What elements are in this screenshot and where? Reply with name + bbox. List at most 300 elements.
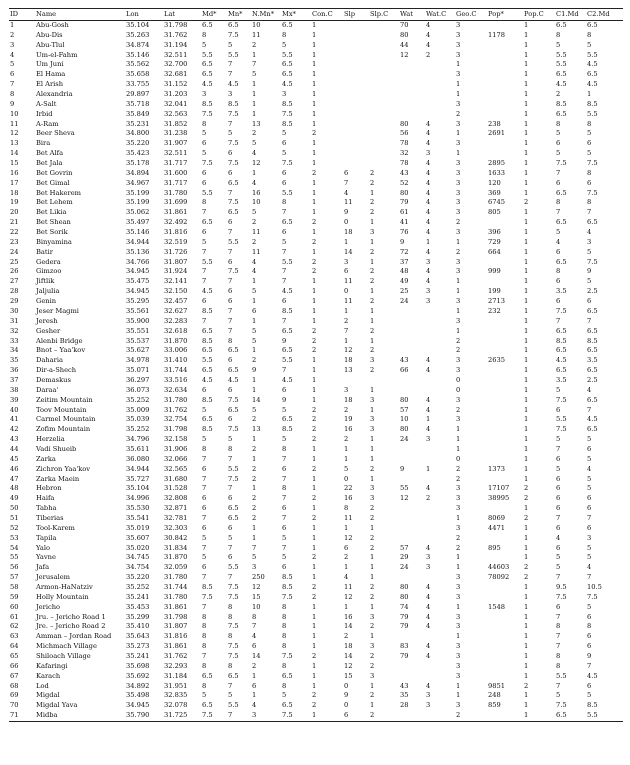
table-cell <box>425 455 455 465</box>
table-cell: 1 <box>524 119 529 128</box>
table-cell: 80 <box>400 425 409 434</box>
table-cell: 8.5 <box>282 425 293 434</box>
table-cell: 6.5 <box>202 70 213 79</box>
table-cell: Um Juni <box>36 60 64 69</box>
table-cell: 57 <box>10 573 19 582</box>
table-cell: 52 <box>10 523 19 532</box>
table-cell: 7 <box>282 267 287 276</box>
table-cell <box>487 652 523 662</box>
table-cell: 6.5 <box>228 178 239 187</box>
table-cell: 1 <box>10 21 15 29</box>
table-cell: 6 <box>587 523 592 532</box>
table-cell: 4 <box>426 681 431 690</box>
table-cell: 35.453 <box>126 602 150 611</box>
table-cell: 7 <box>202 316 207 325</box>
table-cell: Migdal <box>36 691 60 700</box>
table-cell: 1 <box>312 90 317 99</box>
table-cell <box>487 139 523 149</box>
table-cell: 7 <box>282 474 287 483</box>
table-cell: 31.762 <box>164 652 188 660</box>
table-cell <box>487 317 523 327</box>
table-cell: 35 <box>400 691 409 700</box>
table-cell <box>487 21 523 31</box>
table-cell: 3.5 <box>587 356 598 365</box>
table-cell: 7 <box>202 484 207 493</box>
table-cell: 8 <box>556 30 561 39</box>
table-cell: 35.252 <box>126 395 150 404</box>
table-cell: 4.5 <box>556 80 567 89</box>
table-cell: 1 <box>370 188 375 197</box>
table-cell: 7 <box>587 208 592 217</box>
table-cell <box>487 41 523 51</box>
table-cell: 2 <box>455 711 487 721</box>
table-cell <box>399 70 425 80</box>
table-row <box>9 169 623 179</box>
table-cell: 3 <box>456 188 461 197</box>
table-cell: 31.762 <box>164 30 188 39</box>
table-cell: 6 <box>556 405 561 414</box>
table-cell: 3 <box>456 582 461 591</box>
table-cell: 7 <box>202 208 207 217</box>
table-cell: 3 <box>456 395 461 404</box>
table-cell: 6.5 <box>556 21 567 29</box>
table-cell: 1 <box>524 425 529 434</box>
table-cell: 5 <box>252 287 257 296</box>
table-cell: 1 <box>370 405 375 414</box>
table-cell: 13 <box>252 119 261 128</box>
table-cell: 26 <box>10 267 19 276</box>
table-cell: 4 <box>426 543 431 552</box>
table-cell: 9 <box>400 464 405 473</box>
table-row <box>9 484 623 494</box>
table-cell: 6.5 <box>587 21 598 29</box>
table-cell: 5 <box>252 139 257 148</box>
table-cell: 6 <box>556 247 561 256</box>
table-cell: 2 <box>252 494 257 503</box>
table-cell: 43 <box>400 356 409 365</box>
table-cell: 4 <box>426 247 431 256</box>
table-row <box>9 179 623 189</box>
table-cell: 1 <box>524 533 529 542</box>
table-cell: 4 <box>252 632 257 641</box>
table-cell: 35.231 <box>126 119 150 128</box>
table-cell: 1 <box>370 602 375 611</box>
table-cell: 7 <box>202 573 207 582</box>
table-cell: 61 <box>400 208 409 217</box>
table-cell: 35.475 <box>126 277 150 286</box>
table-cell: 31.726 <box>164 247 188 256</box>
table-cell: 1 <box>252 523 257 532</box>
table-cell: 14 <box>10 149 19 158</box>
table-cell: 1 <box>252 533 257 542</box>
table-cell: 32.563 <box>164 109 188 118</box>
table-cell: 56 <box>400 129 409 138</box>
table-cell: 2 <box>312 592 317 601</box>
table-cell: 6.5 <box>228 346 239 355</box>
table-cell: 31.798 <box>164 612 188 621</box>
table-cell: 2 <box>556 90 561 99</box>
table-cell <box>487 70 523 80</box>
table-row <box>9 386 623 396</box>
table-cell: 11 <box>252 30 261 39</box>
table-cell: 5 <box>587 40 592 49</box>
table-cell: 6.5 <box>282 21 293 29</box>
table-cell: 18 <box>344 356 353 365</box>
table-cell: 61 <box>10 612 19 621</box>
table-cell: 31.203 <box>164 90 188 99</box>
table-cell <box>425 386 455 396</box>
table-cell: 3 <box>370 228 375 237</box>
table-cell: Jeser Magmi <box>36 306 79 315</box>
table-cell: 1 <box>456 513 461 522</box>
table-cell: 1 <box>524 306 529 315</box>
table-cell: 2 <box>312 267 317 276</box>
table-cell: 35.009 <box>126 405 150 414</box>
table-cell: 5.5 <box>587 109 598 118</box>
table-cell: 8 <box>282 612 287 621</box>
table-cell: 45 <box>10 454 19 463</box>
table-cell: Daraa' <box>36 385 59 394</box>
table-cell <box>369 159 399 169</box>
table-cell: 3 <box>370 395 375 404</box>
table-cell <box>487 258 523 268</box>
table-cell: 7 <box>556 444 561 453</box>
table-cell: 1 <box>370 553 375 562</box>
table-cell: 6.5 <box>228 405 239 414</box>
table-cell: 6.5 <box>228 366 239 375</box>
table-cell: 54 <box>10 543 19 552</box>
table-row <box>9 425 623 435</box>
table-cell: Abu-Dis <box>36 30 63 39</box>
table-cell: 5 <box>587 454 592 463</box>
table-cell: 4 <box>426 218 431 227</box>
table-cell: 1 <box>524 661 529 670</box>
table-cell: 2 <box>370 277 375 286</box>
table-cell: 4.5 <box>228 375 239 384</box>
table-cell <box>343 51 369 61</box>
table-cell <box>487 366 523 376</box>
table-cell: 2 <box>312 405 317 414</box>
table-cell: 1 <box>370 454 375 463</box>
table-cell: 6 <box>228 257 233 266</box>
table-cell: 78 <box>400 159 409 168</box>
table-cell: 31.780 <box>164 188 188 197</box>
table-cell: 16 <box>344 612 353 621</box>
table-cell: 0 <box>456 385 461 394</box>
table-cell: 6 <box>587 178 592 187</box>
table-cell: 6 <box>228 385 233 394</box>
table-cell: 35.562 <box>126 60 150 69</box>
table-cell: Bet Gimal <box>36 178 70 187</box>
table-cell <box>343 21 369 31</box>
table-cell: 6 <box>228 523 233 532</box>
table-cell <box>487 504 523 514</box>
table-cell <box>425 632 455 642</box>
table-cell: 34.945 <box>126 701 150 710</box>
table-cell: 4 <box>426 21 431 29</box>
table-cell: Jiftlik <box>36 277 55 286</box>
table-cell: 6 <box>556 474 561 483</box>
table-cell: 6 <box>556 523 561 532</box>
table-cell: Alexandria <box>36 90 73 99</box>
table-cell: 32.700 <box>164 60 188 69</box>
table-cell: 4 <box>10 50 15 59</box>
table-cell: 31.780 <box>164 592 188 601</box>
table-cell: 6.5 <box>587 70 598 79</box>
table-cell: 4 <box>252 267 257 276</box>
table-cell: 2 <box>344 405 349 414</box>
table-cell: 43 <box>400 168 409 177</box>
table-cell: 1 <box>312 40 317 49</box>
table-cell: 1 <box>524 326 529 335</box>
table-cell: 6.5 <box>202 21 213 29</box>
table-row <box>9 307 623 317</box>
table-cell: 6 <box>202 494 207 503</box>
table-cell: 3 <box>10 40 15 49</box>
table-cell: 1 <box>344 444 349 453</box>
table-cell: 5 <box>556 228 561 237</box>
table-cell: 8.5 <box>202 582 213 591</box>
table-cell: 7 <box>587 661 592 670</box>
table-cell <box>369 139 399 149</box>
table-row <box>9 534 623 544</box>
table-cell: 3 <box>456 198 461 207</box>
table-cell: 3 <box>456 228 461 237</box>
table-cell: 32.618 <box>164 326 188 335</box>
table-cell: 6 <box>228 494 233 503</box>
table-cell: 1 <box>312 228 317 237</box>
table-cell: 7 <box>228 681 233 690</box>
table-cell: 5 <box>202 691 207 700</box>
table-cell: 31.717 <box>164 159 188 168</box>
table-cell: 7 <box>228 188 233 197</box>
table-row <box>9 603 623 613</box>
table-cell: 6 <box>202 297 207 306</box>
table-cell: 3 <box>456 652 461 660</box>
table-cell: 6 <box>556 543 561 552</box>
table-cell: 4 <box>426 582 431 591</box>
table-cell: 1 <box>312 444 317 453</box>
table-cell: 5 <box>587 543 592 552</box>
table-cell: 1 <box>524 178 529 187</box>
table-cell: 1 <box>524 454 529 463</box>
table-row <box>9 267 623 277</box>
table-cell: 2 <box>370 533 375 542</box>
table-cell: Michmach Village <box>36 642 97 651</box>
table-cell: 63 <box>10 632 19 641</box>
table-cell <box>425 504 455 514</box>
table-cell: 1 <box>312 178 317 187</box>
table-cell: 2 <box>370 464 375 473</box>
table-cell: 2 <box>524 484 529 493</box>
table-cell: 3 <box>456 40 461 49</box>
table-cell: 41 <box>400 218 409 227</box>
table-cell: 1 <box>370 474 375 483</box>
table-cell: 1 <box>312 533 317 542</box>
table-cell: 396 <box>488 228 501 237</box>
table-cell <box>487 218 523 228</box>
table-cell: 6.5 <box>282 326 293 335</box>
table-cell: 5 <box>587 474 592 483</box>
table-cell: 34.894 <box>126 168 150 177</box>
table-cell <box>487 711 523 721</box>
table-cell: Abu-Tlul <box>36 40 65 49</box>
table-cell: 7 <box>282 494 287 503</box>
table-cell: 1 <box>312 474 317 483</box>
table-cell <box>425 346 455 356</box>
table-cell: 8 <box>282 198 287 207</box>
table-cell: 6 <box>202 563 207 572</box>
table-cell: 6.5 <box>282 70 293 79</box>
table-cell: 6.5 <box>202 60 213 69</box>
table-cell: 5 <box>228 435 233 444</box>
table-cell: 9 <box>282 395 287 404</box>
table-cell: 31.798 <box>164 21 188 29</box>
table-cell: 48 <box>400 267 409 276</box>
table-cell: 1 <box>312 21 317 29</box>
table-cell <box>487 583 523 593</box>
table-cell: 5 <box>587 691 592 700</box>
table-cell: 3 <box>456 297 461 306</box>
table-cell: 4.5 <box>202 80 213 89</box>
table-cell: 35.252 <box>126 425 150 434</box>
table-cell <box>425 711 455 721</box>
table-cell <box>343 139 369 149</box>
table-cell: 2 <box>426 494 431 503</box>
table-cell <box>399 504 425 514</box>
table-cell: 74 <box>400 602 409 611</box>
table-cell <box>343 100 369 110</box>
table-cell: 1 <box>312 366 317 375</box>
table-cell: 35.252 <box>126 582 150 591</box>
table-cell: 4 <box>426 356 431 365</box>
table-cell: 7.5 <box>282 652 293 660</box>
table-cell: 0 <box>344 287 349 296</box>
table-cell: 31.907 <box>164 139 188 148</box>
table-cell: 6.5 <box>556 346 567 355</box>
table-cell: 76 <box>400 228 409 237</box>
table-cell: 32.078 <box>164 701 188 710</box>
table-cell: 5 <box>202 533 207 542</box>
table-cell: 1 <box>524 228 529 237</box>
table-cell: 1 <box>312 316 317 325</box>
table-cell: 10 <box>252 602 261 611</box>
table-cell: 1 <box>370 563 375 572</box>
table-cell: 3 <box>456 168 461 177</box>
table-cell: Gedera <box>36 257 61 266</box>
table-cell: 6 <box>556 494 561 503</box>
table-cell: 1 <box>370 444 375 453</box>
table-cell: 5.5 <box>202 188 213 197</box>
table-cell: 35.104 <box>126 21 150 29</box>
table-cell: 13 <box>10 139 19 148</box>
table-cell: 1 <box>524 444 529 453</box>
table-cell: 3 <box>456 494 461 503</box>
table-cell: 66 <box>10 661 19 670</box>
table-cell: 7.5 <box>201 711 227 721</box>
table-cell: 6.5 <box>587 306 598 315</box>
table-cell: 6 <box>10 70 15 79</box>
table-cell: 4 <box>426 168 431 177</box>
table-cell: 7 <box>344 178 349 187</box>
table-cell: 8 <box>282 681 287 690</box>
table-cell: 5.5 <box>587 50 598 59</box>
table-cell: 5 <box>202 553 207 562</box>
table-cell: 2 <box>344 632 349 641</box>
table-cell: 2 <box>252 415 257 424</box>
table-cell: 5 <box>252 405 257 414</box>
table-cell: 859 <box>488 701 501 710</box>
table-cell: 2 <box>10 30 15 39</box>
table-cell: 35.718 <box>126 99 150 108</box>
table-cell: 8 <box>228 444 233 453</box>
table-cell: 12 <box>400 494 409 503</box>
table-cell: 8.5 <box>282 99 293 108</box>
table-cell: 1 <box>524 622 529 631</box>
table-cell <box>487 553 523 563</box>
table-cell: 6 <box>202 504 207 513</box>
table-cell: 8.5 <box>202 99 213 108</box>
table-cell: 24 <box>10 247 19 256</box>
table-cell: Tool-Karem <box>36 523 75 532</box>
table-cell: 7 <box>228 306 233 315</box>
table-cell: 1 <box>456 306 461 315</box>
table-cell: 3 <box>456 21 461 29</box>
table-cell: 2 <box>524 198 529 207</box>
table-cell: 31.680 <box>164 474 188 483</box>
table-row <box>9 228 623 238</box>
column-header: Name <box>35 9 125 21</box>
table-cell: 31.861 <box>164 642 188 651</box>
table-cell: 3 <box>370 425 375 434</box>
table-cell <box>487 51 523 61</box>
table-cell: Karach <box>36 671 61 680</box>
table-cell: 12 <box>400 50 409 59</box>
table-row <box>9 287 623 297</box>
table-cell: 1 <box>524 336 529 345</box>
table-cell: 6 <box>587 139 592 148</box>
table-cell: 8 <box>556 119 561 128</box>
table-cell <box>399 534 425 544</box>
table-cell: 6 <box>228 149 233 158</box>
table-cell: 6.5 <box>202 701 213 710</box>
table-cell <box>343 110 369 120</box>
table-cell: 1 <box>370 385 375 394</box>
table-cell: Herzelia <box>36 435 65 444</box>
table-cell: 8 <box>344 504 349 513</box>
table-cell <box>399 524 425 534</box>
table-cell: 8 <box>282 444 287 453</box>
table-cell: 1 <box>524 70 529 79</box>
table-cell: 2 <box>312 425 317 434</box>
table-cell: 0 <box>344 701 349 710</box>
table-cell <box>343 376 369 386</box>
table-cell: 6.5 <box>556 109 567 118</box>
table-cell: Bet Hakerem <box>36 188 82 197</box>
table-cell: 2 <box>370 652 375 660</box>
table-cell: 5.5 <box>282 356 293 365</box>
table-cell: 7 <box>282 316 287 325</box>
table-cell: 7.5 <box>228 109 239 118</box>
table-cell: 6 <box>556 297 561 306</box>
table-row <box>9 317 623 327</box>
table-cell <box>425 70 455 80</box>
table-cell: 80 <box>400 582 409 591</box>
table-cell: 7 <box>282 543 287 552</box>
table-cell: 1 <box>312 208 317 217</box>
table-cell: 7 <box>228 454 233 463</box>
table-cell: 5 <box>282 237 287 246</box>
